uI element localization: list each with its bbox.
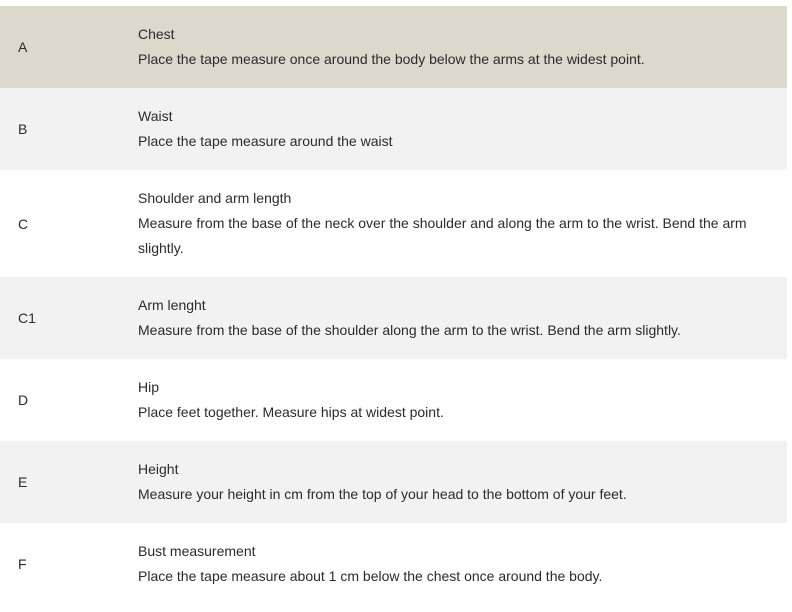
row-description: Place feet together. Measure hips at widest point. [138,404,444,420]
table-row-hip [0,359,787,441]
row-description: Place the tape measure about 1 cm below the chest once around the body. [138,568,603,584]
table-row-height [0,441,787,523]
row-title: Bust measurement [138,543,256,559]
row-content [138,186,787,261]
row-title: Shoulder and arm length [138,190,292,206]
row-description: Place the tape measure once around the body below the arms at the widest point. [138,51,645,67]
row-letter: C [18,215,29,232]
row-title: Waist [138,108,173,124]
row-letter: C1 [18,310,36,326]
row-description: Measure from the base of the shoulder along the arm to the wrist. Bend the arm slightly. [138,322,681,338]
row-content [138,457,787,507]
table-row-waist [0,88,787,170]
table-row-shoulder-arm [0,170,787,277]
row-description: Place the tape measure around the waist [138,133,393,149]
row-letter: D [18,392,29,408]
table-row-chest [0,6,787,88]
row-content [138,293,787,343]
measurement-table [0,6,787,605]
row-content [138,375,787,425]
row-content [138,22,787,72]
row-letter: A [18,39,28,55]
row-title: Hip [138,379,160,395]
table-row-bust [0,523,787,605]
row-title: Chest [138,26,175,42]
table-row-arm-length [0,277,787,359]
row-content [138,104,787,154]
row-content [138,539,787,589]
row-letter: B [18,121,28,137]
row-description: Measure your height in cm from the top of your head to the bottom of your feet. [138,486,627,502]
row-description: Measure from the base of the neck over the shoulder and along the arm to the wrist. Bend the arm slightly. [138,215,747,256]
row-title: Arm lenght [138,297,206,313]
row-letter: F [18,556,27,572]
row-title: Height [138,461,179,477]
row-letter: E [18,474,28,490]
